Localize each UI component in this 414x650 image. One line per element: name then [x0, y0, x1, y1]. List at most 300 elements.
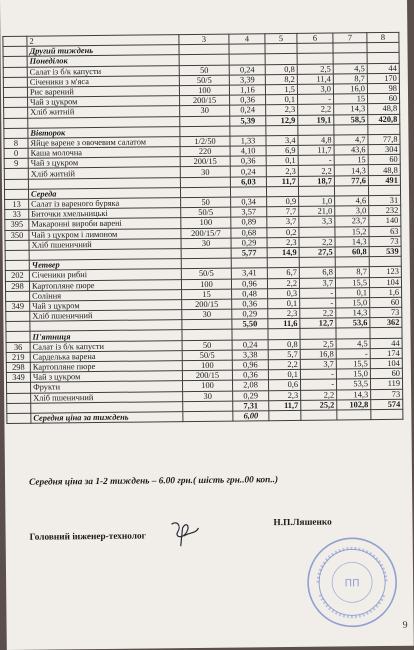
nutrition-value: 2,2 — [298, 104, 334, 115]
nutrition-value: 14,3 — [335, 236, 369, 247]
row-number-cell — [7, 413, 31, 423]
portion-size: 1/2/50 — [180, 136, 230, 147]
nutrition-value: 44 — [370, 338, 402, 349]
portion-size: 200/15 — [182, 370, 232, 381]
nutrition-value: 15,0 — [336, 298, 370, 309]
nutrition-value: 16,8 — [300, 349, 336, 360]
average-price-note: Середня ціна за 1-2 тиждень – 6.00 грн.( шість грн..00 коп..) — [29, 475, 279, 488]
empty-cell — [268, 329, 300, 340]
empty-cell — [180, 126, 230, 137]
nutrition-value: 0,1 — [336, 287, 370, 298]
nutrition-value: 6,8 — [299, 267, 335, 278]
dish-name: Чай з цукром — [30, 371, 182, 383]
empty-cell — [370, 328, 402, 339]
nutrition-value: 23,7 — [335, 216, 369, 227]
portion-size: 30 — [180, 167, 230, 178]
nutrition-value: 0,6 — [268, 380, 300, 391]
nutrition-value: 8,7 — [335, 267, 369, 278]
nutrition-value: - — [298, 155, 334, 166]
nutrition-value: 123 — [369, 267, 401, 278]
nutrition-value: 48,8 — [368, 165, 400, 176]
dish-name: Салат із вареного буряка — [29, 198, 181, 210]
nutrition-value: - — [300, 369, 336, 380]
nutrition-value: 3,3 — [299, 216, 335, 227]
total-value: 420,8 — [368, 114, 400, 125]
nutrition-value: 2,3 — [268, 308, 300, 319]
nutrition-value: 232 — [369, 206, 401, 217]
nutrition-value: 8,2 — [265, 74, 297, 85]
nutrition-value: 4,10 — [230, 146, 266, 157]
nutrition-value: 0,8 — [268, 339, 300, 350]
portion-size: 100 — [181, 217, 231, 228]
nutrition-value: 2,2 — [300, 308, 336, 319]
empty-cell — [367, 53, 399, 64]
recipe-number — [3, 87, 27, 97]
total-value: 25,2 — [301, 400, 337, 411]
empty-cell — [182, 319, 232, 330]
nutrition-value: 0,9 — [267, 196, 299, 207]
nutrition-value: 63 — [369, 226, 401, 237]
nutrition-value: 0,89 — [231, 217, 267, 228]
nutrition-value: 0,34 — [231, 197, 267, 208]
empty-cell — [231, 258, 267, 269]
empty-cell — [183, 411, 233, 422]
total-value: 53,6 — [336, 318, 370, 329]
nutrition-value: - — [300, 298, 336, 309]
dish-name: Салат із б/к капусти — [30, 340, 182, 352]
nutrition-value — [299, 227, 335, 238]
empty-cell — [265, 44, 297, 55]
nutrition-value: 0,1 — [266, 95, 298, 106]
nutrition-value: 170 — [367, 73, 399, 84]
recipe-number: 350 — [5, 230, 29, 240]
empty-cell — [367, 43, 399, 54]
nutrition-value: 104 — [370, 358, 402, 369]
recipe-number: 9 — [4, 158, 28, 168]
total-value: 11,7 — [269, 400, 301, 411]
empty-cell — [183, 401, 233, 412]
nutrition-value: 7,7 — [267, 207, 299, 218]
nutrition-value: 14,3 — [337, 389, 371, 400]
nutrition-value: 0,24 — [230, 166, 266, 177]
round-stamp-seal — [304, 534, 401, 631]
nutrition-value: 304 — [368, 144, 400, 155]
dish-name: Січеники рибні — [29, 269, 181, 281]
nutrition-value: 0,96 — [231, 278, 267, 289]
nutrition-value: 14,3 — [334, 104, 368, 115]
nutrition-value: 60 — [368, 155, 400, 166]
total-value: 27,5 — [299, 247, 335, 258]
header-cell: 8 — [367, 32, 399, 43]
nutrition-value: 2,5 — [297, 64, 333, 75]
portion-size: 100 — [179, 85, 229, 96]
recipe-number: 395 — [5, 220, 29, 230]
day-title: П'ятниця — [30, 330, 182, 342]
dish-name: Каша молочна — [28, 147, 180, 159]
dish-name: Хліб пшеничний — [29, 238, 181, 250]
recipe-number: 33 — [5, 209, 29, 219]
nutrition-value: 2,2 — [299, 237, 335, 248]
nutrition-value: 2,3 — [266, 105, 298, 116]
recipe-number: 298 — [6, 362, 30, 372]
empty-cell — [297, 43, 333, 54]
nutrition-value: 48,8 — [368, 104, 400, 115]
dish-name: Хліб житній — [28, 167, 180, 179]
empty-cell — [180, 116, 230, 127]
nutrition-value: 4,7 — [334, 135, 368, 146]
page-corner-mark: 9 — [402, 619, 408, 631]
nutrition-value: 2,3 — [266, 166, 298, 177]
portion-size: 50 — [179, 65, 229, 76]
total-value: 60,8 — [335, 247, 369, 258]
recipe-number — [4, 97, 28, 107]
dish-name: Хліб житній — [28, 106, 180, 118]
nutrition-value: 2,3 — [269, 390, 301, 401]
total-value: 574 — [371, 399, 403, 410]
nutrition-value: 8,7 — [333, 73, 367, 84]
nutrition-value: 0,36 — [232, 370, 268, 381]
svg-text:ПП: ПП — [344, 578, 360, 590]
header-cell: 4 — [229, 34, 265, 45]
recipe-number — [3, 67, 27, 77]
nutrition-value: 14,3 — [334, 165, 368, 176]
dish-name: Хліб пшеничний — [30, 310, 182, 322]
dish-name: Хліб пшеничний — [31, 391, 183, 403]
nutrition-value: 1,5 — [265, 84, 297, 95]
nutrition-value: 3,41 — [231, 268, 267, 279]
nutrition-value: 73 — [370, 307, 402, 318]
empty-cell — [181, 258, 231, 269]
nutrition-value: 2,2 — [268, 359, 300, 370]
portion-size: 30 — [180, 105, 230, 116]
empty-cell — [297, 53, 333, 64]
row-number-cell — [3, 57, 27, 67]
row-number-cell — [4, 189, 28, 199]
empty-cell — [232, 329, 268, 340]
total-value: 362 — [370, 318, 402, 329]
weekly-average-label: Середня ціна за тиждень — [31, 412, 183, 424]
day-title: Понеділок — [27, 55, 179, 67]
recipe-number — [5, 240, 29, 250]
portion-size: 30 — [181, 238, 231, 249]
empty-cell — [180, 177, 230, 188]
row-number-cell — [6, 321, 30, 331]
nutrition-value: 4,5 — [336, 338, 370, 349]
empty-cell — [179, 44, 229, 55]
empty-cell — [301, 410, 337, 421]
portion-size: 50/5 — [179, 75, 229, 86]
dish-name: Макаронні вироби варені — [29, 218, 181, 230]
header-cell: 2 — [27, 35, 179, 47]
empty-cell — [269, 410, 301, 421]
nutrition-value: 60 — [370, 368, 402, 379]
row-number-cell — [5, 260, 29, 270]
total-value: 5,50 — [232, 319, 268, 330]
day-title: Четвер — [29, 259, 181, 271]
nutrition-value: 15,2 — [335, 226, 369, 237]
nutrition-value: 1,33 — [230, 136, 266, 147]
empty-cell — [298, 186, 334, 197]
nutrition-value: 2,2 — [267, 278, 299, 289]
empty-cell — [229, 44, 265, 55]
total-value: 11,6 — [268, 319, 300, 330]
dish-name: Биточки хмельницькі — [29, 208, 181, 220]
row-number-cell — [4, 179, 28, 189]
nutrition-value: 2,2 — [301, 390, 337, 401]
nutrition-value: 0,29 — [232, 309, 268, 320]
day-title: Вівторок — [28, 126, 180, 138]
portion-size: 200/15/7 — [181, 228, 231, 239]
nutrition-value: 6,7 — [267, 268, 299, 279]
empty-cell — [265, 54, 297, 65]
empty-cell — [335, 257, 369, 268]
row-number-cell — [6, 332, 30, 342]
empty-cell — [266, 186, 298, 197]
nutrition-value: 0,29 — [231, 237, 267, 248]
total-value: 58,5 — [334, 114, 368, 125]
day-title: Середа — [28, 187, 180, 199]
header-cell: 7 — [333, 33, 367, 44]
empty-cell — [230, 187, 266, 198]
empty-cell — [336, 328, 370, 339]
nutrition-value: 4,6 — [335, 196, 369, 207]
recipe-number — [7, 383, 31, 393]
nutrition-value: 0,96 — [232, 360, 268, 371]
nutrition-value: 0,1 — [268, 298, 300, 309]
total-value: 11,7 — [266, 176, 298, 187]
empty-cell — [267, 258, 299, 269]
portion-size: 15 — [182, 289, 232, 300]
nutrition-value: 16,0 — [333, 84, 367, 95]
header-cell: 6 — [297, 33, 333, 44]
menu-table — [2, 32, 403, 424]
nutrition-value: 15 — [334, 94, 368, 105]
portion-size: 50 — [181, 197, 231, 208]
nutrition-value: 0,8 — [265, 64, 297, 75]
recipe-number: 36 — [6, 342, 30, 352]
dish-name: Салат із б/к капусти — [27, 65, 179, 77]
empty-cell — [230, 125, 266, 136]
empty-cell — [368, 185, 400, 196]
nutrition-value: 1,0 — [299, 196, 335, 207]
nutrition-value: - — [336, 348, 370, 359]
nutrition-value: - — [300, 379, 336, 390]
nutrition-value: 3,57 — [231, 207, 267, 218]
signer-position: Головний інженер-технолог — [29, 531, 146, 543]
menu-table-body — [3, 32, 403, 423]
nutrition-value: 60 — [370, 297, 402, 308]
empty-cell — [368, 124, 400, 135]
nutrition-value: 3,38 — [232, 350, 268, 361]
nutrition-value: 0,36 — [230, 95, 266, 106]
nutrition-value: 2,2 — [298, 165, 334, 176]
dish-name: Січеники з м'яса — [27, 75, 179, 87]
recipe-number — [4, 108, 28, 118]
empty-cell — [334, 185, 368, 196]
nutrition-value: 0,36 — [232, 299, 268, 310]
total-value: 14,9 — [267, 247, 299, 258]
recipe-number: 349 — [6, 301, 30, 311]
recipe-number — [4, 169, 28, 179]
nutrition-value: 73 — [369, 236, 401, 247]
nutrition-value: 73 — [371, 389, 403, 400]
nutrition-value: 15,5 — [336, 359, 370, 370]
week-title: Другий тиждень — [27, 45, 179, 57]
nutrition-value: 11,4 — [297, 74, 333, 85]
weekly-average-value: 6,00 — [233, 411, 269, 422]
nutrition-value: - — [300, 288, 336, 299]
nutrition-value: 0,1 — [268, 370, 300, 381]
nutrition-value: 0,24 — [229, 64, 265, 75]
empty-cell — [180, 187, 230, 198]
recipe-number: 202 — [5, 271, 29, 281]
nutrition-value: 15 — [334, 155, 368, 166]
total-value: 5,77 — [231, 248, 267, 259]
signer-name: Н.П.Ляшенко — [273, 517, 332, 529]
empty-cell — [299, 257, 335, 268]
nutrition-value: 6,9 — [266, 145, 298, 156]
nutrition-value: 21,0 — [299, 206, 335, 217]
row-number-cell — [7, 403, 31, 413]
empty-cell — [298, 125, 334, 136]
nutrition-value: 3,7 — [267, 217, 299, 228]
dish-name: Яйце варене з овочевим салатом — [28, 136, 180, 148]
total-value: 7,31 — [233, 400, 269, 411]
nutrition-value: 0,29 — [233, 390, 269, 401]
empty-cell — [369, 256, 401, 267]
nutrition-value: 2,3 — [267, 237, 299, 248]
empty-cell — [333, 43, 367, 54]
nutrition-value: 3,7 — [299, 278, 335, 289]
nutrition-value: 1,6 — [370, 287, 402, 298]
nutrition-value: 60 — [368, 93, 400, 104]
total-value: 6,03 — [230, 176, 266, 187]
portion-size: 200/15 — [180, 156, 230, 167]
nutrition-value: 119 — [370, 379, 402, 390]
nutrition-value: 98 — [367, 83, 399, 94]
total-value: 102,8 — [337, 399, 371, 410]
nutrition-value: 14,3 — [336, 308, 370, 319]
dish-name: Чай з цукром — [28, 96, 180, 108]
portion-size: 50/5 — [181, 207, 231, 218]
empty-cell — [337, 410, 371, 421]
empty-cell — [229, 54, 265, 65]
total-value: 12,9 — [266, 115, 298, 126]
header-cell: 3 — [179, 34, 229, 45]
portion-size: 100 — [181, 279, 231, 290]
portion-size: 100 — [182, 360, 232, 371]
total-value: 539 — [369, 246, 401, 257]
total-value: 12,7 — [300, 318, 336, 329]
nutrition-value: 5,7 — [268, 349, 300, 360]
nutrition-value: 4,8 — [298, 135, 334, 146]
row-number-cell — [3, 46, 27, 56]
portion-size: 220 — [180, 146, 230, 157]
empty-cell — [334, 124, 368, 135]
empty-cell — [179, 54, 229, 65]
nutrition-value: 3,7 — [300, 359, 336, 370]
empty-cell — [181, 248, 231, 259]
nutrition-value: 0,48 — [232, 288, 268, 299]
total-value: 77,6 — [334, 175, 368, 186]
nutrition-value: 77,8 — [368, 134, 400, 145]
total-value: 18,7 — [298, 176, 334, 187]
recipe-number: 8 — [4, 138, 28, 148]
handwritten-signature — [167, 516, 203, 550]
dish-name: Чай з цукром — [30, 299, 182, 311]
nutrition-value: 3,0 — [297, 84, 333, 95]
nutrition-value: 43,6 — [334, 145, 368, 156]
portion-size: 100 — [182, 380, 232, 391]
portion-size: 200/15 — [182, 299, 232, 310]
recipe-number — [7, 393, 31, 403]
recipe-number: 219 — [6, 352, 30, 362]
portion-size: 50/5 — [182, 350, 232, 361]
nutrition-value: 0,2 — [267, 227, 299, 238]
nutrition-value: 3,39 — [229, 74, 265, 85]
nutrition-value: 15,5 — [335, 277, 369, 288]
total-value: 5,39 — [230, 115, 266, 126]
portion-size: 200/15 — [180, 95, 230, 106]
nutrition-value: 104 — [369, 277, 401, 288]
empty-cell — [371, 409, 403, 420]
portion-size: 30 — [183, 391, 233, 402]
total-value: 491 — [368, 175, 400, 186]
recipe-number: 13 — [5, 199, 29, 209]
empty-cell — [300, 328, 336, 339]
dish-name: Рис варений — [27, 86, 179, 98]
empty-cell — [333, 53, 367, 64]
nutrition-value: 140 — [369, 216, 401, 227]
dish-name: Картопляне пюре — [29, 279, 181, 291]
header-cell-blank — [3, 36, 27, 46]
recipe-number — [6, 311, 30, 321]
nutrition-value: 0,24 — [232, 339, 268, 350]
nutrition-value: - — [298, 94, 334, 105]
nutrition-value: 0,68 — [231, 227, 267, 238]
portion-size: 50/5 — [181, 268, 231, 279]
nutrition-value: 44 — [367, 63, 399, 74]
nutrition-value: 0,3 — [268, 288, 300, 299]
recipe-number: 0 — [4, 148, 28, 158]
nutrition-value: 0,1 — [266, 156, 298, 167]
recipe-number: 298 — [5, 281, 29, 291]
portion-size: 50 — [182, 340, 232, 351]
dish-name: Фрукти — [31, 381, 183, 393]
recipe-number — [6, 291, 30, 301]
header-cell: 5 — [265, 33, 297, 44]
nutrition-value: 15,0 — [336, 369, 370, 380]
empty-cell — [266, 125, 298, 136]
row-number-cell — [4, 118, 28, 128]
recipe-number: 349 — [6, 372, 30, 382]
total-value: 19,1 — [298, 115, 334, 126]
nutrition-value: 0,36 — [230, 156, 266, 167]
nutrition-value: 3,4 — [266, 135, 298, 146]
recipe-number — [3, 77, 27, 87]
dish-name: Чай з цукром і лимоном — [29, 228, 181, 240]
dish-name: Сарделька варена — [30, 350, 182, 362]
portion-size: 30 — [182, 309, 232, 320]
nutrition-value: 11,7 — [298, 145, 334, 156]
dish-name: Соління — [30, 289, 182, 301]
nutrition-value: 3,0 — [335, 206, 369, 217]
nutrition-value: 4,5 — [333, 63, 367, 74]
nutrition-value: 174 — [370, 348, 402, 359]
row-number-cell — [4, 128, 28, 138]
dish-name: Чай з цукром — [28, 157, 180, 169]
dish-name: Картопляне пюре — [30, 361, 182, 373]
